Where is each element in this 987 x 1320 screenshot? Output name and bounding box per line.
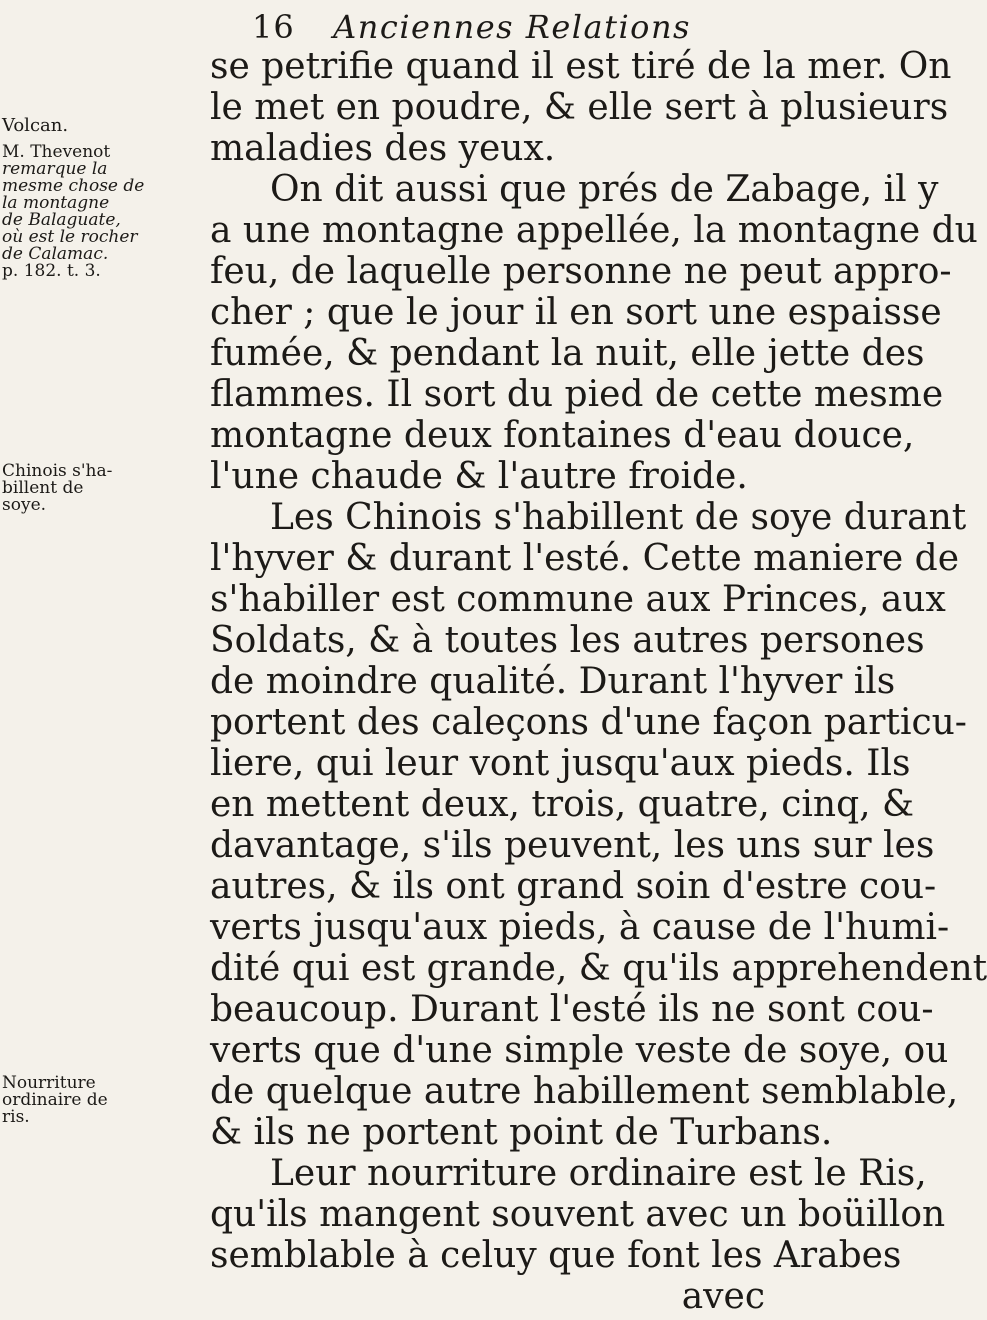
margin-note-line: Chinois s'ha- (2, 461, 113, 481)
text-line: On dit aussi que prés de Zabage, il y (270, 169, 939, 210)
text-line: Leur nourriture ordinaire est le Ris, (270, 1153, 927, 1194)
main-text (210, 46, 987, 1317)
margin-note-line: Nourriture (2, 1073, 96, 1093)
text-line: verts jusqu'aux pieds, à cause de l'humi- (210, 907, 950, 948)
text-line: verts que d'une simple veste de soye, ou (210, 1030, 949, 1071)
margin-note-line: soye. (2, 495, 47, 515)
text-line: le met en poudre, & elle sert à plusieurs (210, 87, 949, 128)
margin-note-volcan (2, 117, 202, 134)
margin-note-line: remarque la (2, 159, 108, 179)
text-line: dité qui est grande, & qu'ils apprehendent (210, 948, 987, 989)
text-line: se petrifie quand il est tiré de la mer. On (210, 46, 952, 87)
catchword: avec (681, 1276, 765, 1317)
text-line: l'hyver & durant l'esté. Cette maniere de (210, 538, 960, 579)
text-line: qu'ils mangent souvent avec un boüillon (210, 1194, 946, 1235)
margin-note-line: la montagne (2, 193, 110, 213)
text-line: liere, qui leur vont jusqu'aux pieds. Ils (210, 743, 911, 784)
text-line: feu, de laquelle personne ne peut appro- (210, 251, 952, 292)
margin-note-thevenot (2, 144, 202, 280)
text-line: de moindre qualité. Durant l'hyver ils (210, 661, 896, 702)
text-line: portent des caleçons d'une façon particu- (210, 702, 967, 743)
text-line: a une montagne appellée, la montagne du (210, 210, 978, 251)
margin-note-line: ris. (2, 1107, 30, 1127)
margin-note-nourriture (2, 1075, 202, 1126)
margin-note-line: Volcan. (2, 115, 69, 136)
margin-note-line: billent de (2, 478, 84, 498)
text-line: l'une chaude & l'autre froide. (210, 456, 748, 497)
text-line: s'habiller est commune aux Princes, aux (210, 579, 946, 620)
page-number: 16 (252, 8, 295, 46)
text-line: montagne deux fontaines d'eau douce, (210, 415, 915, 456)
margin-note-line: M. Thevenot (2, 142, 111, 162)
text-line: beaucoup. Durant l'esté ils ne sont cou- (210, 989, 934, 1030)
text-line: Les Chinois s'habillent de soye durant (270, 497, 967, 538)
text-line: autres, & ils ont grand soin d'estre cou- (210, 866, 937, 907)
text-line: maladies des yeux. (210, 128, 556, 169)
margin-note-chinois (2, 463, 202, 514)
text-line: Soldats, & à toutes les autres persones (210, 620, 925, 661)
text-line: en mettent deux, trois, quatre, cinq, & (210, 784, 915, 825)
text-line: flammes. Il sort du pied de cette mesme (210, 374, 944, 415)
margin-note-line: de Balaguate, (2, 210, 121, 230)
text-line: fumée, & pendant la nuit, elle jette des (210, 333, 925, 374)
text-line: semblable à celuy que font les Arabes (210, 1235, 902, 1276)
margin-note-line: où est le rocher (2, 227, 138, 247)
running-title: Anciennes Relations (333, 8, 691, 46)
margin-note-line: de Calamac. (2, 244, 109, 264)
margin-note-line: p. 182. t. 3. (2, 261, 101, 281)
text-line: davantage, s'ils peuvent, les uns sur les (210, 825, 935, 866)
text-line: de quelque autre habillement semblable, (210, 1071, 959, 1112)
running-header (252, 8, 691, 46)
text-line: cher ; que le jour il en sort une espaisse (210, 292, 942, 333)
margin-note-line: ordinaire de (2, 1090, 108, 1110)
margin-note-line: mesme chose de (2, 176, 145, 196)
text-line: & ils ne portent point de Turbans. (210, 1112, 833, 1153)
